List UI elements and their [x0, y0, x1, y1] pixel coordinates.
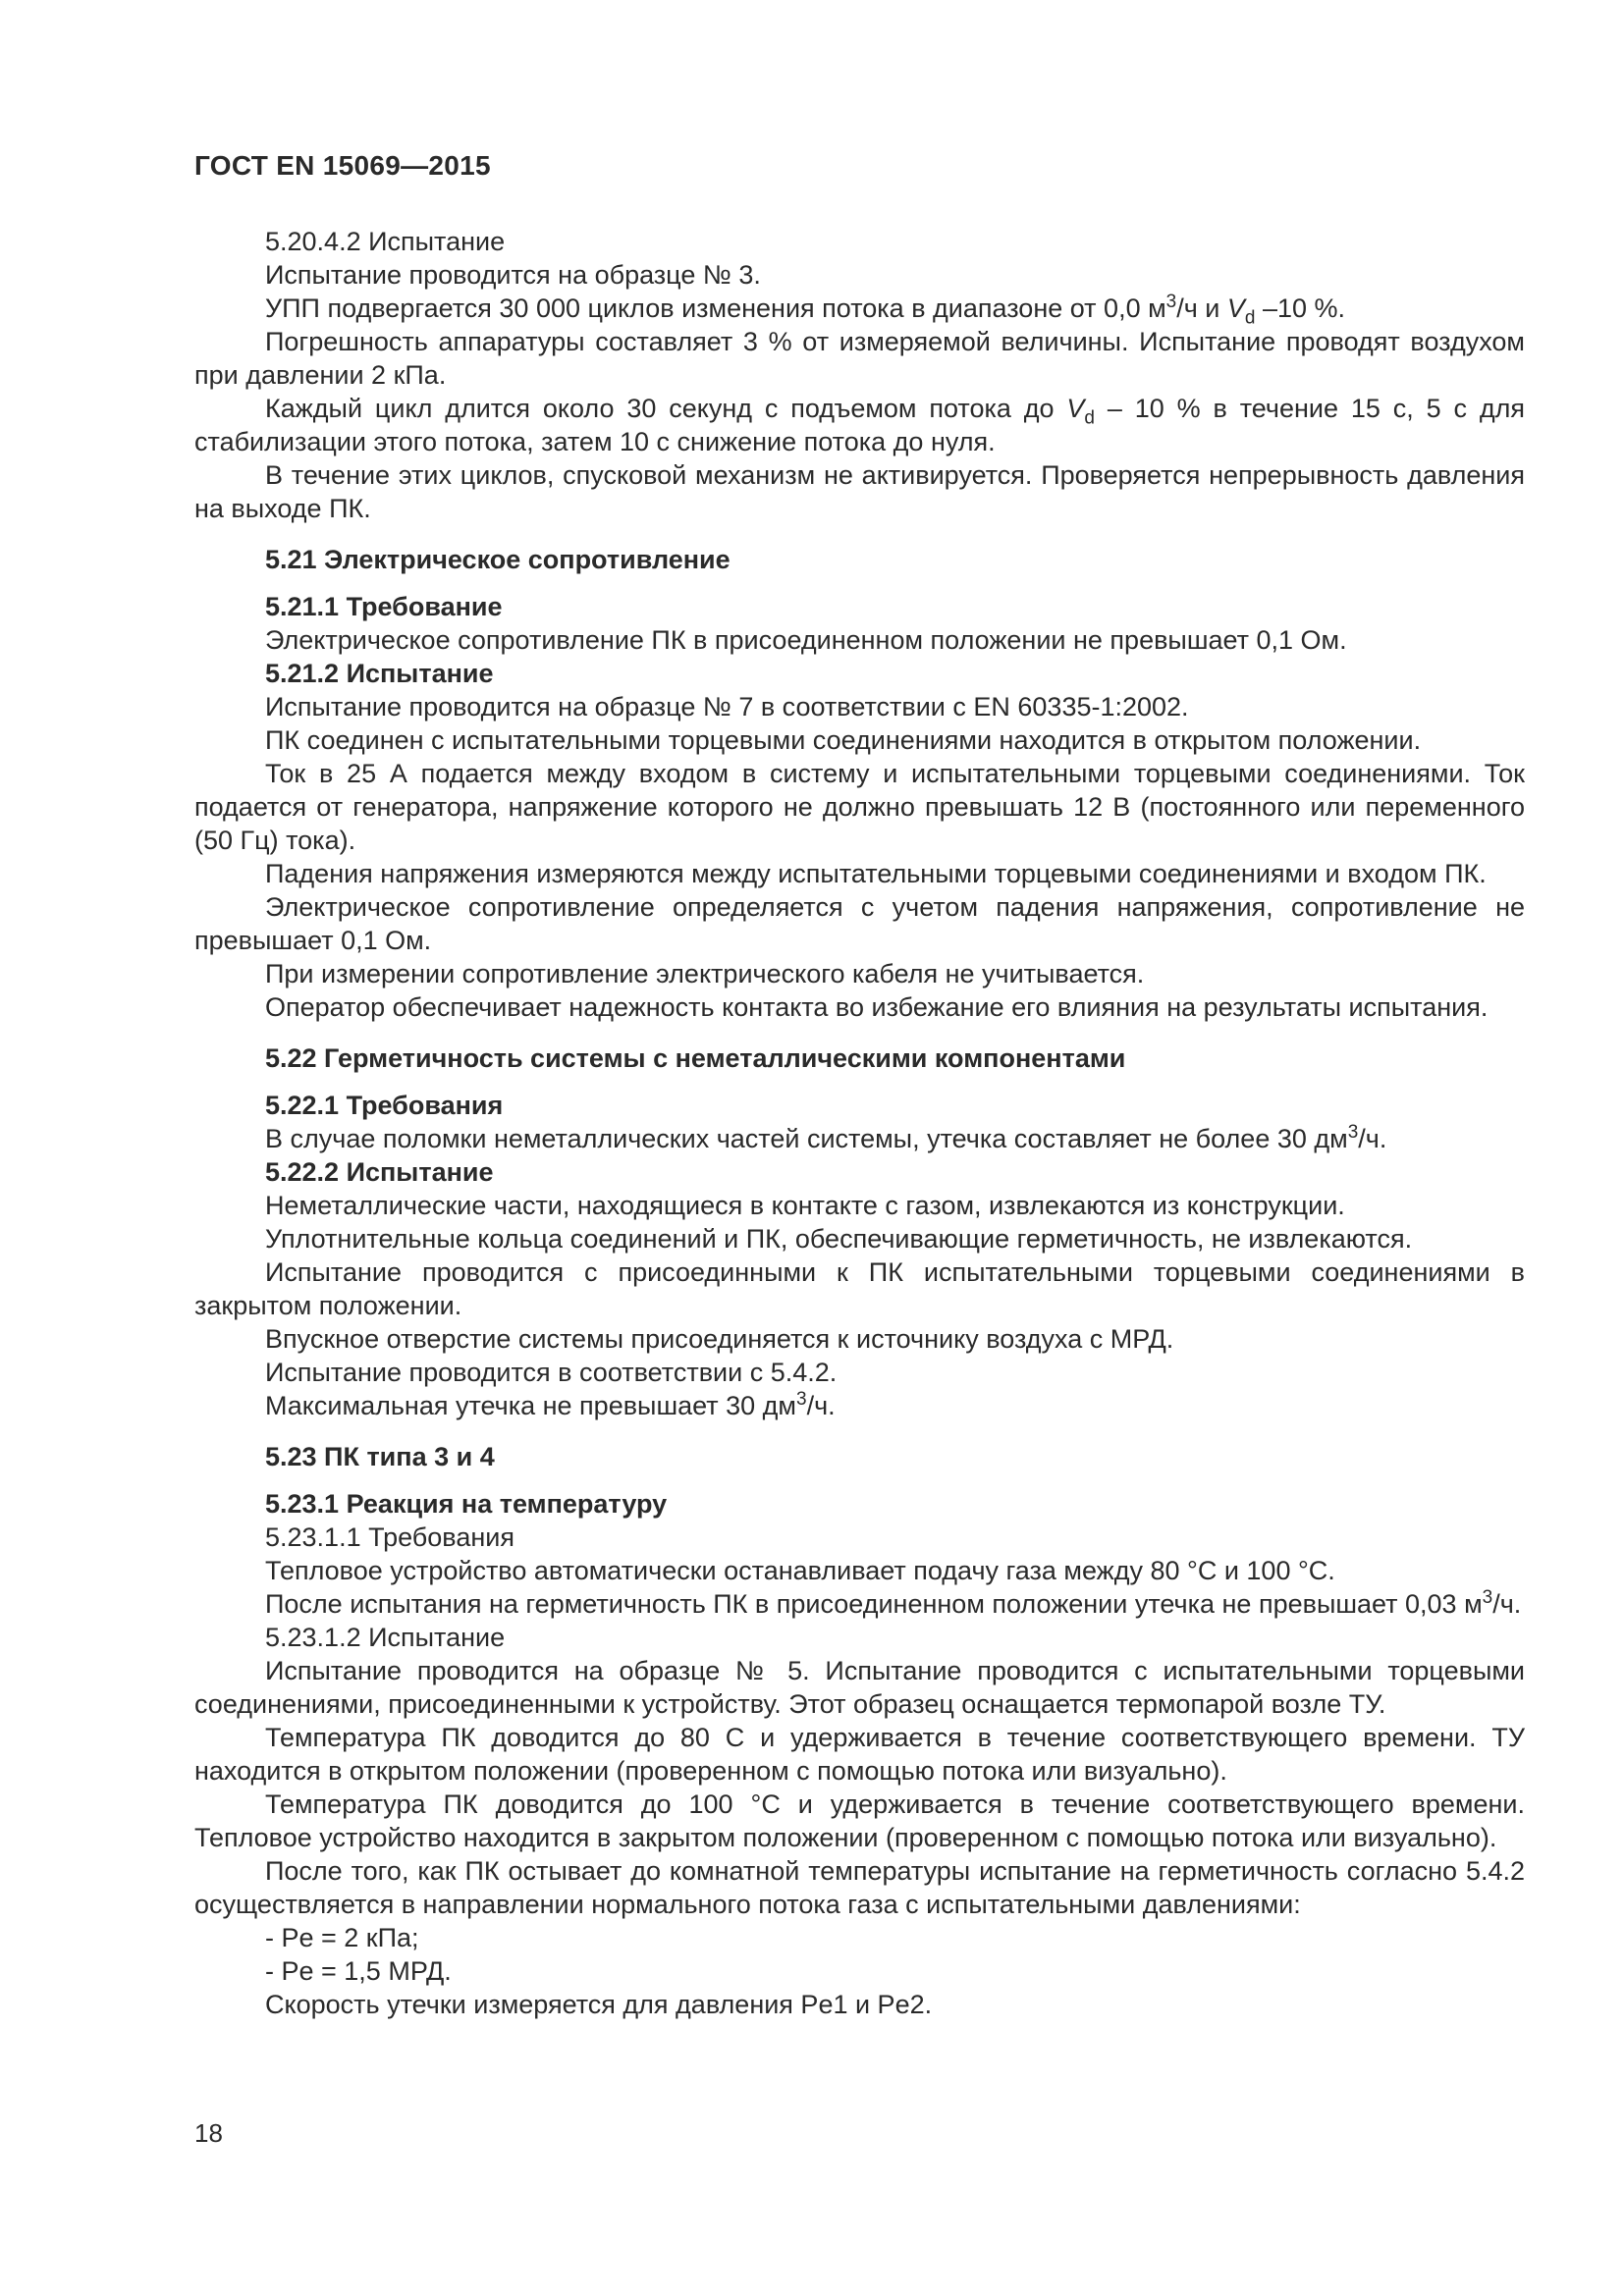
paragraph: После того, как ПК остывает до комнатной температуры испытание на герметичность согласно 5.4.2 осуществляется в направлении нормального потока газа с испытательными давлениями: — [194, 1856, 1525, 1919]
section-title: 5.21 Электрическое сопротивление — [265, 545, 731, 574]
paragraph: Температура ПК доводится до 80 С и удерживается в течение соответствующего времени. ТУ находится в открытом положении (проверенном с помощью потока или визуально). — [194, 1723, 1525, 1786]
paragraph: Испытание проводится в соответствии с 5.4.2. — [265, 1358, 838, 1387]
subsection-heading: 5.23.1.1 Требования — [265, 1522, 514, 1552]
paragraph: Электрическое сопротивление ПК в присоединенном положении не превышает 0,1 Ом. — [265, 625, 1347, 655]
section-title: 5.23 ПК типа 3 и 4 — [265, 1442, 495, 1471]
paragraph: Испытание проводится на образце № 7 в соответствии с EN 60335-1:2002. — [265, 692, 1189, 721]
paragraph: Неметаллические части, находящиеся в контакте с газом, извлекаются из конструкции. — [265, 1191, 1345, 1220]
paragraph: Оператор обеспечивает надежность контакта во избежание его влияния на результаты испытания. — [265, 992, 1489, 1022]
paragraph: Каждый цикл длится около 30 секунд с подъемом потока до $V_d - 10$ % в течение 15 с, 5 с для стабилизации этого потока, затем 10 с снижение потока до нуля. — [194, 394, 1526, 456]
paragraph: Погрешность аппаратуры составляет 3 % от измеряемой величины. Испытание проводят воздухом при давлении 2 кПа. — [194, 327, 1525, 390]
subsection-heading: 5.20.4.2 Испытание — [265, 227, 506, 256]
list-item: - Pe = 1,5 МРД. — [265, 1956, 452, 1986]
subsection-heading: 5.23.1 Реакция на температуру — [265, 1489, 668, 1519]
paragraph: Максимальная утечка не превышает 30 $дм^3/ч$. — [265, 1389, 836, 1420]
paragraph: В течение этих циклов, спусковой механизм не активируется. Проверяется непрерывность давления на выходе ПК. — [194, 460, 1525, 523]
paragraph: Падения напряжения измеряются между испытательными торцевыми соединениями и входом ПК. — [265, 859, 1487, 888]
section-title: 5.22 Герметичность системы с неметаллическими компонентами — [265, 1043, 1126, 1073]
subsection-heading: 5.22.1 Требования — [265, 1091, 504, 1120]
document-header: ГОСТ EN 15069—2015 — [194, 150, 491, 181]
paragraph: УПП подвергается 30 000 циклов изменения потока в диапазоне от 0,0 $м^3/ч$ и $V_d$ –10 %. — [265, 292, 1346, 329]
paragraph: ПК соединен с испытательными торцевыми соединениями находится в открытом положении. — [265, 725, 1422, 755]
paragraph: После испытания на герметичность ПК в присоединенном положении утечка не превышает 0,03 $м^3/ч$. — [265, 1587, 1522, 1619]
subsection-heading: 5.22.2 Испытание — [265, 1157, 494, 1187]
document-body — [194, 225, 1525, 2021]
paragraph: Уплотнительные кольца соединений и ПК, обеспечивающие герметичность, не извлекаются. — [265, 1224, 1413, 1254]
paragraph: Впускное отверстие системы присоединяется к источнику воздуха с МРД. — [265, 1324, 1174, 1354]
list-item: - Pe = 2 кПа; — [265, 1923, 419, 1952]
paragraph: Испытание проводится с присоединными к ПК испытательными торцевыми соединениями в закрытом положении. — [194, 1257, 1525, 1320]
paragraph: Испытание проводится на образце № 3. — [265, 260, 761, 290]
subsection-heading: 5.21.1 Требование — [265, 592, 503, 621]
paragraph: Температура ПК доводится до 100 °С и удерживается в течение соответствующего времени. Тепловое устройство находится в закрытом положении (проверенном с помощью потока или визуально). — [194, 1789, 1525, 1852]
paragraph: При измерении сопротивление электрического кабеля не учитывается. — [265, 959, 1145, 988]
paragraph: В случае поломки неметаллических частей системы, утечка составляет не более 30 $дм^3/ч$. — [265, 1122, 1387, 1153]
subsection-heading: 5.23.1.2 Испытание — [265, 1623, 506, 1652]
paragraph: Испытание проводится на образце № 5. Испытание проводится с испытательными торцевыми соединениями, присоединенными к устройству. Этот образец оснащается термопарой возле ТУ. — [194, 1656, 1525, 1719]
page-number: 18 — [194, 2118, 223, 2148]
paragraph: Скорость утечки измеряется для давления Pe1 и Pe2. — [265, 1990, 933, 2019]
subsection-heading: 5.21.2 Испытание — [265, 659, 494, 688]
paragraph: Электрическое сопротивление определяется с учетом падения напряжения, сопротивление не превышает 0,1 Ом. — [194, 892, 1525, 955]
paragraph: Ток в 25 А подается между входом в систему и испытательными торцевыми соединениями. Ток подается от генератора, напряжение которого не должно превышать 12 В (постоянного или переменного (50 Гц) тока). — [194, 759, 1525, 855]
paragraph: Тепловое устройство автоматически останавливает подачу газа между 80 °С и 100 °С. — [265, 1556, 1335, 1585]
